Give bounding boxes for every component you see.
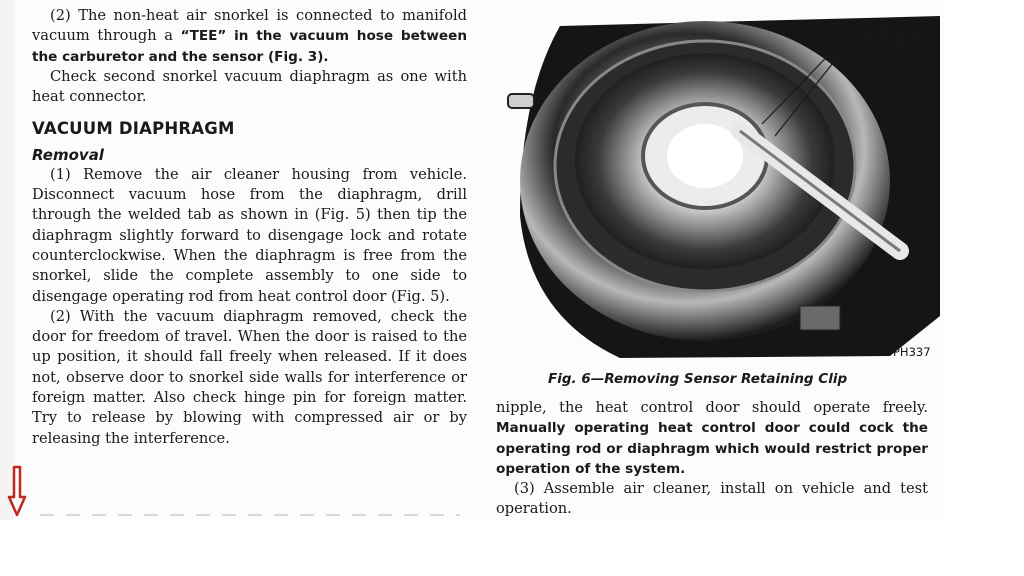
paragraph-assemble-step-3: (3) Assemble air cleaner, install on vehicle and test operation.	[496, 480, 928, 518]
subsection-heading: Removal	[32, 145, 104, 164]
paragraph-snorkel-tee	[32, 6, 467, 67]
left-text-column	[32, 6, 467, 449]
paragraph-nipple	[496, 398, 928, 479]
sensor-bracket	[800, 306, 840, 330]
down-arrow-icon	[7, 465, 27, 517]
paragraph-check-diaphragm: Check second snorkel vacuum diaphragm as one with heat connector.	[32, 67, 467, 106]
scan-left-margin	[0, 0, 14, 520]
section-heading: VACUUM DIAPHRAGM	[32, 119, 235, 139]
faded-text-remnant	[40, 514, 460, 516]
right-text-column	[496, 398, 928, 520]
paragraph-bold-text: Manually operating heat control door could cock the operating rod or diaphragm which would restrict proper operation of the system.	[496, 420, 928, 477]
callout-text: RETAINING	[861, 26, 925, 40]
paragraph-text: (2) The non-heat air snorkel is connected to manifold vacuum through a	[32, 7, 467, 45]
retaining-clips-label	[848, 26, 938, 56]
air-cleaner-illustration	[500, 16, 940, 358]
figure-caption: Fig. 6—Removing Sensor Retaining Clip	[548, 371, 848, 387]
snorkel-nipple	[508, 94, 534, 108]
figure-code: PH337	[893, 345, 931, 359]
paragraph-bold-text: “TEE” in the vacuum hose between the carburetor and the sensor (Fig. 3).	[32, 28, 468, 65]
paragraph-removal-step-1: (1) Remove the air cleaner housing from vehicle. Disconnect vacuum hose from the diaphragm, drill through the welded tab as shown in (Fig. 5) then tip the diaphragm slightly forward to disengage lock and rotate counterclockwise. When the diaphragm is free from the snorkel, slide the complete assembly to one side to disengage operating rod from heat control door (Fig. 5).	[32, 165, 467, 305]
figure-air-cleaner-photo	[500, 16, 940, 358]
paragraph-text: nipple, the heat control door should operate freely.	[496, 399, 928, 416]
callout-text: CLIPS	[876, 41, 910, 55]
paragraph-removal-step-2: (2) With the vacuum diaphragm removed, check the door for freedom of travel. When the door is raised to the up position, it should fall freely when released. If it does not, observe door to snorkel side walls for interference or foreign matter. Also check hinge pin for foreign matter. Try to release by blowing with compressed air or by releasing the interference.	[32, 307, 467, 447]
